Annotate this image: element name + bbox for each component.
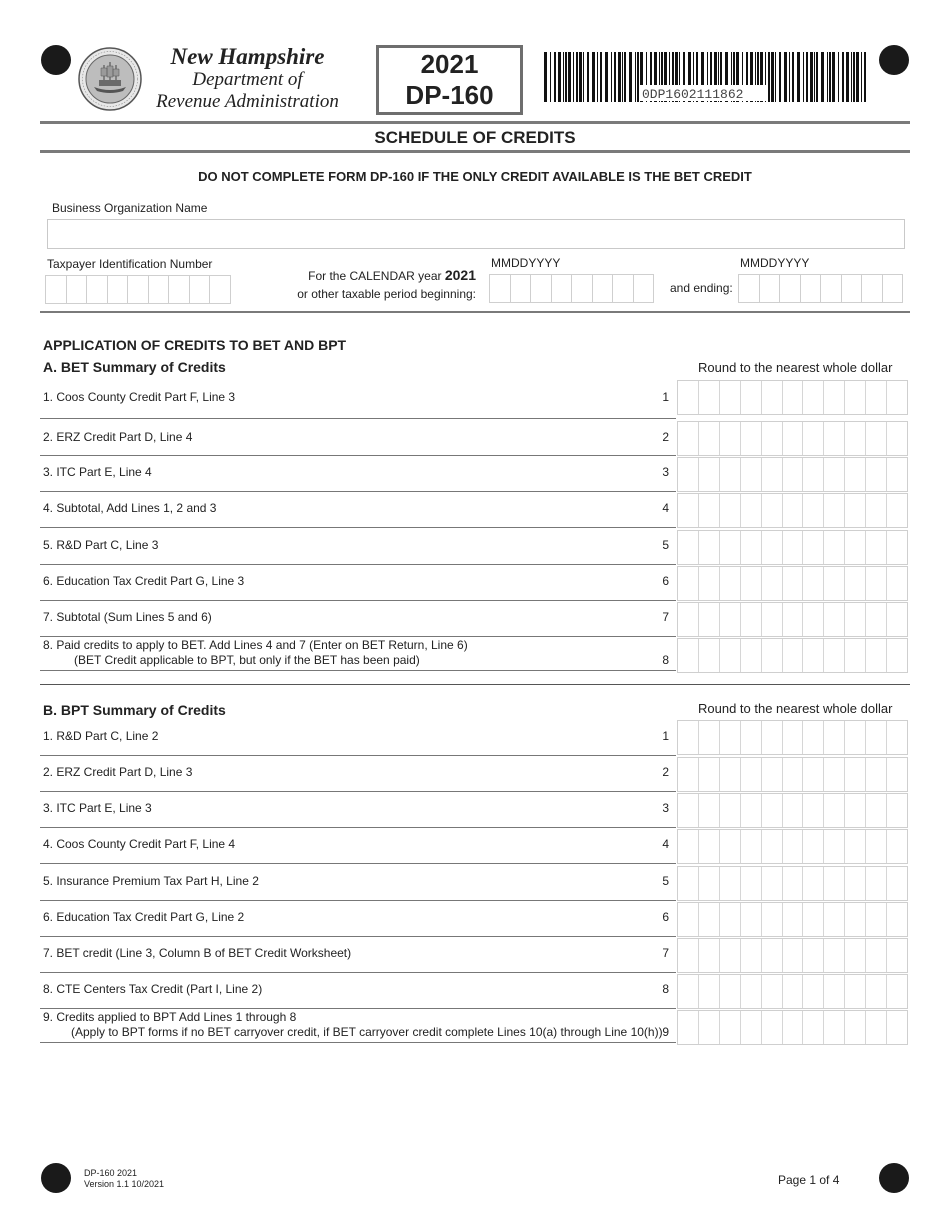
line-label: 4. Coos County Credit Part F, Line 4 [43, 837, 236, 851]
line-number: 3 [662, 801, 669, 815]
tin-input[interactable] [45, 275, 231, 304]
line-row [40, 756, 676, 792]
begin-date-format: MMDDYYYY [491, 256, 561, 270]
line-number: 5 [662, 874, 669, 888]
amount-input[interactable] [677, 530, 908, 565]
line-row [40, 637, 676, 671]
amount-input[interactable] [677, 974, 908, 1009]
section-b-heading: B. BPT Summary of Credits [43, 702, 226, 718]
line-label: 3. ITC Part E, Line 4 [43, 465, 152, 479]
agency-division: Revenue Administration [156, 91, 339, 112]
amount-value [678, 639, 699, 672]
amount-input[interactable] [677, 902, 908, 937]
amount-value [678, 903, 699, 936]
amount-input[interactable] [677, 866, 908, 901]
amount-input[interactable] [677, 566, 908, 601]
line-row [40, 420, 676, 456]
registration-mark-top-left [41, 45, 71, 75]
line-label-continued: (BET Credit applicable to BPT, but only if the BET has been paid) [74, 653, 420, 667]
line-label: 1. Coos County Credit Part F, Line 3 [43, 390, 236, 404]
amount-input[interactable] [677, 457, 908, 492]
line-number: 9 [662, 1025, 669, 1039]
section-b-round-note: Round to the nearest whole dollar [698, 701, 893, 716]
completion-warning: DO NOT COMPLETE FORM DP-160 IF THE ONLY CREDIT AVAILABLE IS THE BET CREDIT [198, 169, 752, 184]
registration-mark-bottom-right [879, 1163, 909, 1193]
amount-input[interactable] [677, 380, 908, 415]
agency-department: Department of [192, 69, 303, 90]
line-row [40, 828, 676, 864]
business-name-input[interactable] [47, 219, 905, 249]
line-row [40, 901, 676, 937]
line-number: 3 [662, 465, 669, 479]
amount-value [678, 422, 699, 455]
calendar-year-value: 2021 [444, 267, 476, 283]
line-number: 7 [662, 946, 669, 960]
amount-value [678, 830, 699, 863]
line-row [40, 720, 676, 756]
line-label: 8. Paid credits to apply to BET. Add Lines 4 and 7 (Enter on BET Return, Line 6) [43, 638, 468, 652]
ending-label: and ending: [670, 281, 733, 295]
line-row [40, 792, 676, 828]
calendar-year-text: For the CALENDAR year [308, 269, 442, 283]
page-number: Page 1 of 4 [778, 1173, 840, 1187]
footer-version: Version 1.1 10/2021 [84, 1179, 165, 1189]
amount-input[interactable] [677, 720, 908, 755]
end-date-input[interactable] [738, 274, 904, 303]
agency-name: New Hampshire [170, 44, 325, 69]
info-rule [40, 311, 910, 313]
state-seal-logo [78, 47, 142, 111]
period-beginning-label: or other taxable period beginning: [297, 287, 476, 301]
amount-value [678, 867, 699, 900]
footer-form-id: DP-160 2021 [84, 1168, 138, 1178]
amount-input[interactable] [677, 793, 908, 828]
amount-value [678, 758, 699, 791]
line-number: 1 [662, 729, 669, 743]
line-underline [40, 418, 676, 419]
amount-value [678, 1011, 699, 1044]
amount-value [678, 494, 699, 527]
title-rule [40, 150, 910, 153]
amount-input[interactable] [677, 638, 908, 673]
line-label: 7. Subtotal (Sum Lines 5 and 6) [43, 610, 212, 624]
registration-mark-top-right [879, 45, 909, 75]
line-row [40, 456, 676, 492]
line-label: 2. ERZ Credit Part D, Line 4 [43, 430, 193, 444]
line-number: 6 [662, 574, 669, 588]
section-divider [40, 684, 910, 685]
line-row [40, 601, 676, 637]
amount-value [678, 794, 699, 827]
end-date-format: MMDDYYYY [740, 256, 810, 270]
form-id: DP-160 [405, 80, 494, 110]
line-number: 6 [662, 910, 669, 924]
form-title: SCHEDULE OF CREDITS [374, 128, 576, 147]
line-label: 3. ITC Part E, Line 3 [43, 801, 152, 815]
line-number: 8 [662, 653, 669, 667]
begin-date-input[interactable] [489, 274, 655, 303]
amount-value [678, 721, 699, 754]
line-label-continued: (Apply to BPT forms if no BET carryover credit, if BET carryover credit complete Lines 10(a) through Line 10(h)) [71, 1025, 663, 1039]
line-number: 4 [662, 837, 669, 851]
barcode-number: 0DP1602111862 [642, 87, 744, 102]
line-underline [40, 670, 676, 671]
line-row [40, 528, 676, 565]
line-number: 2 [662, 430, 669, 444]
line-row [40, 1009, 676, 1043]
amount-value [678, 458, 699, 491]
business-name-label: Business Organization Name [52, 201, 208, 215]
line-number: 1 [662, 390, 669, 404]
line-label: 5. R&D Part C, Line 3 [43, 538, 159, 552]
line-label: 8. CTE Centers Tax Credit (Part I, Line 2) [43, 982, 263, 996]
line-label: 5. Insurance Premium Tax Part H, Line 2 [43, 874, 259, 888]
line-row [40, 565, 676, 601]
line-number: 4 [662, 501, 669, 515]
calendar-year-label [250, 267, 476, 283]
line-label: 4. Subtotal, Add Lines 1, 2 and 3 [43, 501, 217, 515]
line-number: 5 [662, 538, 669, 552]
line-underline [40, 1042, 676, 1043]
amount-input[interactable] [677, 493, 908, 528]
line-row [40, 973, 676, 1009]
line-label: 7. BET credit (Line 3, Column B of BET Credit Worksheet) [43, 946, 352, 960]
line-label: 1. R&D Part C, Line 2 [43, 729, 159, 743]
line-label: 9. Credits applied to BPT Add Lines 1 through 8 [43, 1010, 297, 1024]
amount-input[interactable] [677, 602, 908, 637]
amount-input[interactable] [677, 829, 908, 864]
agency-block [140, 44, 355, 113]
amount-value [678, 975, 699, 1008]
form-year: 2021 [420, 49, 479, 79]
amount-value [678, 939, 699, 972]
line-label: 6. Education Tax Credit Part G, Line 2 [43, 910, 245, 924]
line-row [40, 492, 676, 528]
form-barcode [544, 52, 866, 102]
section-a-heading: A. BET Summary of Credits [43, 359, 226, 375]
section-a-round-note: Round to the nearest whole dollar [698, 360, 893, 375]
line-row [40, 864, 676, 901]
amount-value [678, 567, 699, 600]
line-number: 8 [662, 982, 669, 996]
amount-value [678, 603, 699, 636]
header-rule [40, 121, 910, 124]
application-heading: APPLICATION OF CREDITS TO BET AND BPT [43, 337, 347, 353]
line-row [40, 380, 676, 419]
registration-mark-bottom-left [41, 1163, 71, 1193]
amount-input[interactable] [677, 757, 908, 792]
amount-input[interactable] [677, 938, 908, 973]
line-label: 6. Education Tax Credit Part G, Line 3 [43, 574, 245, 588]
amount-value [678, 531, 699, 564]
line-number: 2 [662, 765, 669, 779]
amount-input[interactable] [677, 1010, 908, 1045]
amount-input[interactable] [677, 421, 908, 456]
amount-value [678, 381, 699, 414]
line-row [40, 937, 676, 973]
line-number: 7 [662, 610, 669, 624]
line-label: 2. ERZ Credit Part D, Line 3 [43, 765, 193, 779]
tin-label: Taxpayer Identification Number [47, 257, 213, 271]
form-id-box [376, 45, 523, 115]
